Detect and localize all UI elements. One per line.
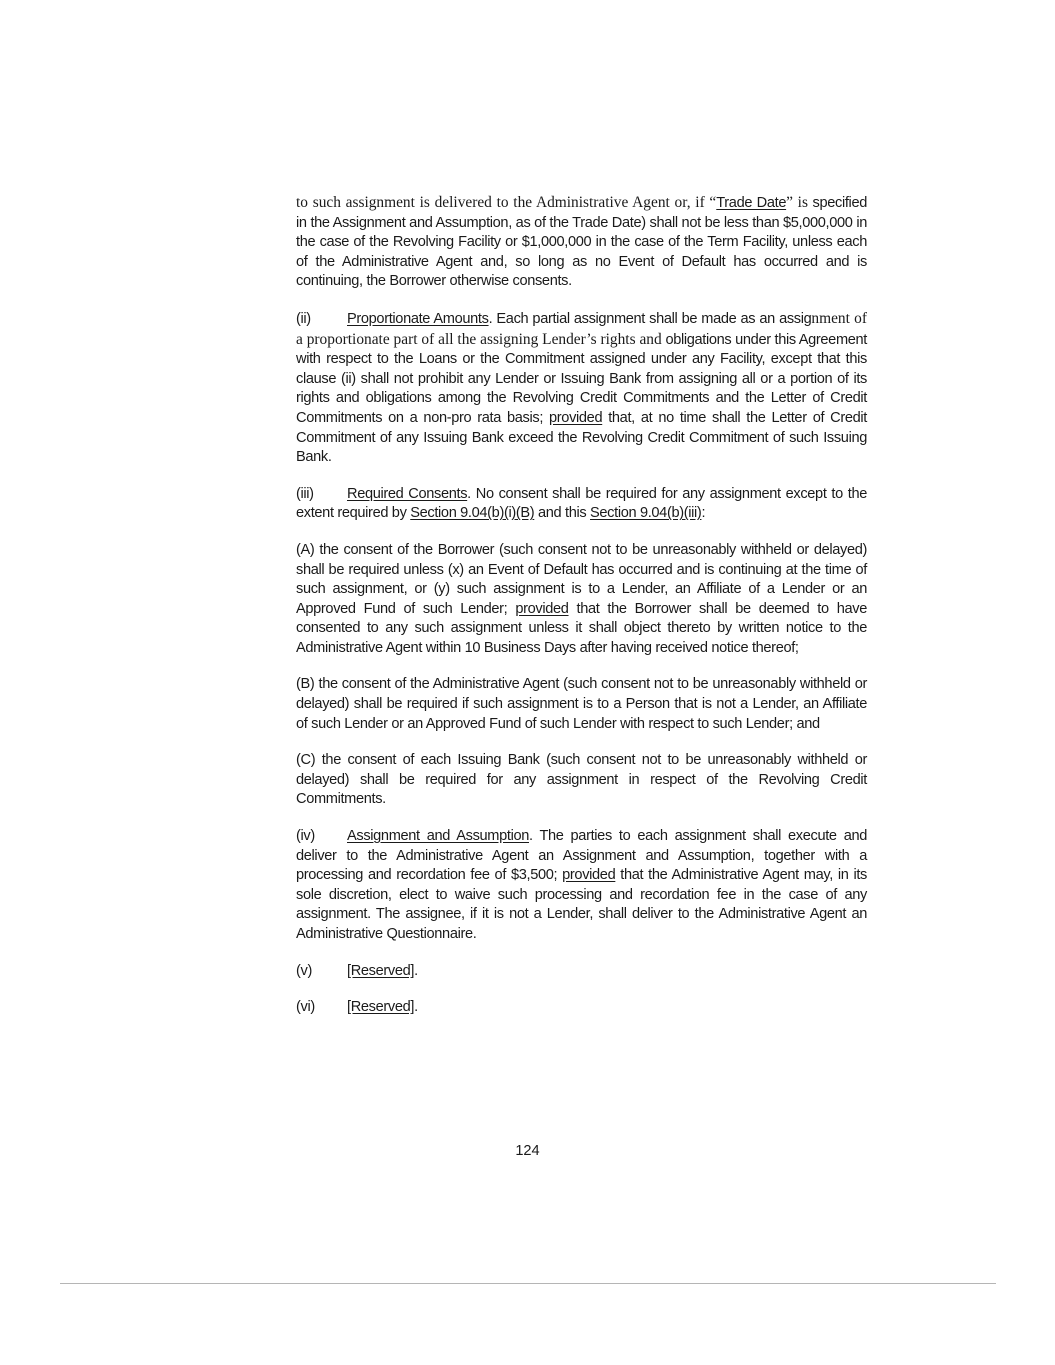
page-number: 124: [515, 1143, 540, 1159]
paragraph-c-issuing-bank-consent: (C) the consent of each Issuing Bank (such consent not to be unreasonably withheld or delayed) shall be required for any assignment in respect of the Revolving Credit Commitments.: [296, 752, 867, 808]
body-text: that, at no time shall the Letter of Credit Commitment of any Issuing Bank exceed the Revolving Credit Commitment of such Issuing Bank.: [296, 409, 867, 466]
provided-term: provided: [549, 409, 603, 426]
serif-text: ” is: [786, 194, 808, 211]
paragraph-iii-required-consents: [296, 485, 867, 524]
body-text: (A) the consent of the Borrower (such consent not to be unreasonably withheld or delayed) shall be required unless (x) an Event of Default has occurred and is continuing at the time of such assignment, or (y) such assignment is to a Lender, an Affiliate of a Lender or an Approved Fund of such Lender;: [296, 541, 867, 617]
clause-heading: Proportionate Amounts: [347, 310, 489, 327]
body-text: . Each partial assignment shall be made as an assig: [488, 310, 812, 327]
body-text: .: [414, 999, 418, 1016]
paragraph-continuation: [296, 193, 867, 292]
paragraph-iv-assignment-and-assumption: [296, 827, 867, 945]
clause-number: (v): [296, 962, 312, 979]
clause-heading: [Reserved]: [347, 999, 415, 1016]
body-text: that the Borrower shall be deemed to have consented to any such assignment unless it shall object thereto by written notice to the Administrative Agent within 10 Business Days after having received notice thereof;: [296, 600, 867, 656]
body-text: obligations under this Agreement with respect to the Loans or the Commitment assigned under any Facility, except that this clause (ii) shall not prohibit any Lender or Issuing Bank from assigning all or a portion of its rights and obligations among the Revolving Credit Commitments and the Letter of Credit Commitments on a non-pro rata basis;: [296, 331, 867, 426]
clause-number: (iv): [296, 828, 315, 845]
provided-term: provided: [562, 867, 616, 884]
body-text: . No consent shall be required for any assignment except to the extent required by: [296, 485, 868, 522]
paragraph-b-agent-consent: (B) the consent of the Administrative Agent (such consent not to be unreasonably withheld or delayed) shall be required if such assignment is to a Person that is not a Lender, an Affiliate of such Lender or an Approved Fund of such Lender with respect to such Lender; and: [296, 676, 867, 732]
clause-number: (ii): [296, 310, 311, 327]
paragraph-ii-proportionate-amounts: [296, 309, 867, 468]
body-text: that the Administrative Agent may, in its sole discretion, elect to waive such processing and recordation fee in the case of any assignment. The assignee, if it is not a Lender, shall deliver to the Administrative Agent an Administrative Questionnaire.: [296, 867, 867, 942]
section-reference: Section 9.04(b)(iii): [590, 505, 702, 522]
body-text: and this: [534, 505, 591, 522]
page-divider: [60, 1283, 996, 1284]
document-body: [296, 193, 867, 1035]
provided-term: provided: [515, 600, 569, 617]
body-text: . The parties to each assignment shall execute and deliver to the Administrative Agent an Assignment and Assumption, together with a processing and recordation fee of $3,500;: [296, 828, 867, 884]
clause-number: (iii): [296, 485, 314, 502]
body-text: .: [414, 962, 418, 979]
serif-text: to such assignment is delivered to the Administrative Agent or, if “: [296, 194, 717, 211]
defined-term-trade-date: Trade Date: [716, 195, 787, 211]
paragraph-v-reserved: [296, 962, 867, 982]
serif-text: nment of a proportionate part of all the assigning Lender’s rights and: [296, 309, 867, 348]
paragraph-vi-reserved: [296, 998, 867, 1018]
clause-heading: Assignment and Assumption: [347, 828, 529, 845]
clause-heading: Required Consents: [347, 485, 468, 502]
body-text: :: [701, 505, 706, 522]
clause-number: (vi): [296, 999, 315, 1016]
paragraph-a-borrower-consent: [296, 541, 867, 659]
body-text: specified in the Assignment and Assumption, as of the Trade Date) shall not be less than $5,000,000 in the case of the Revolving Facility or $1,000,000 in the case of the Term Facility, unless each of the Administrative Agent and, so long as no Event of Default has occurred and is continuing, the Borrower otherwise consents.: [296, 195, 867, 290]
section-reference: Section 9.04(b)(i)(B): [410, 505, 535, 522]
clause-heading: [Reserved]: [347, 962, 415, 979]
